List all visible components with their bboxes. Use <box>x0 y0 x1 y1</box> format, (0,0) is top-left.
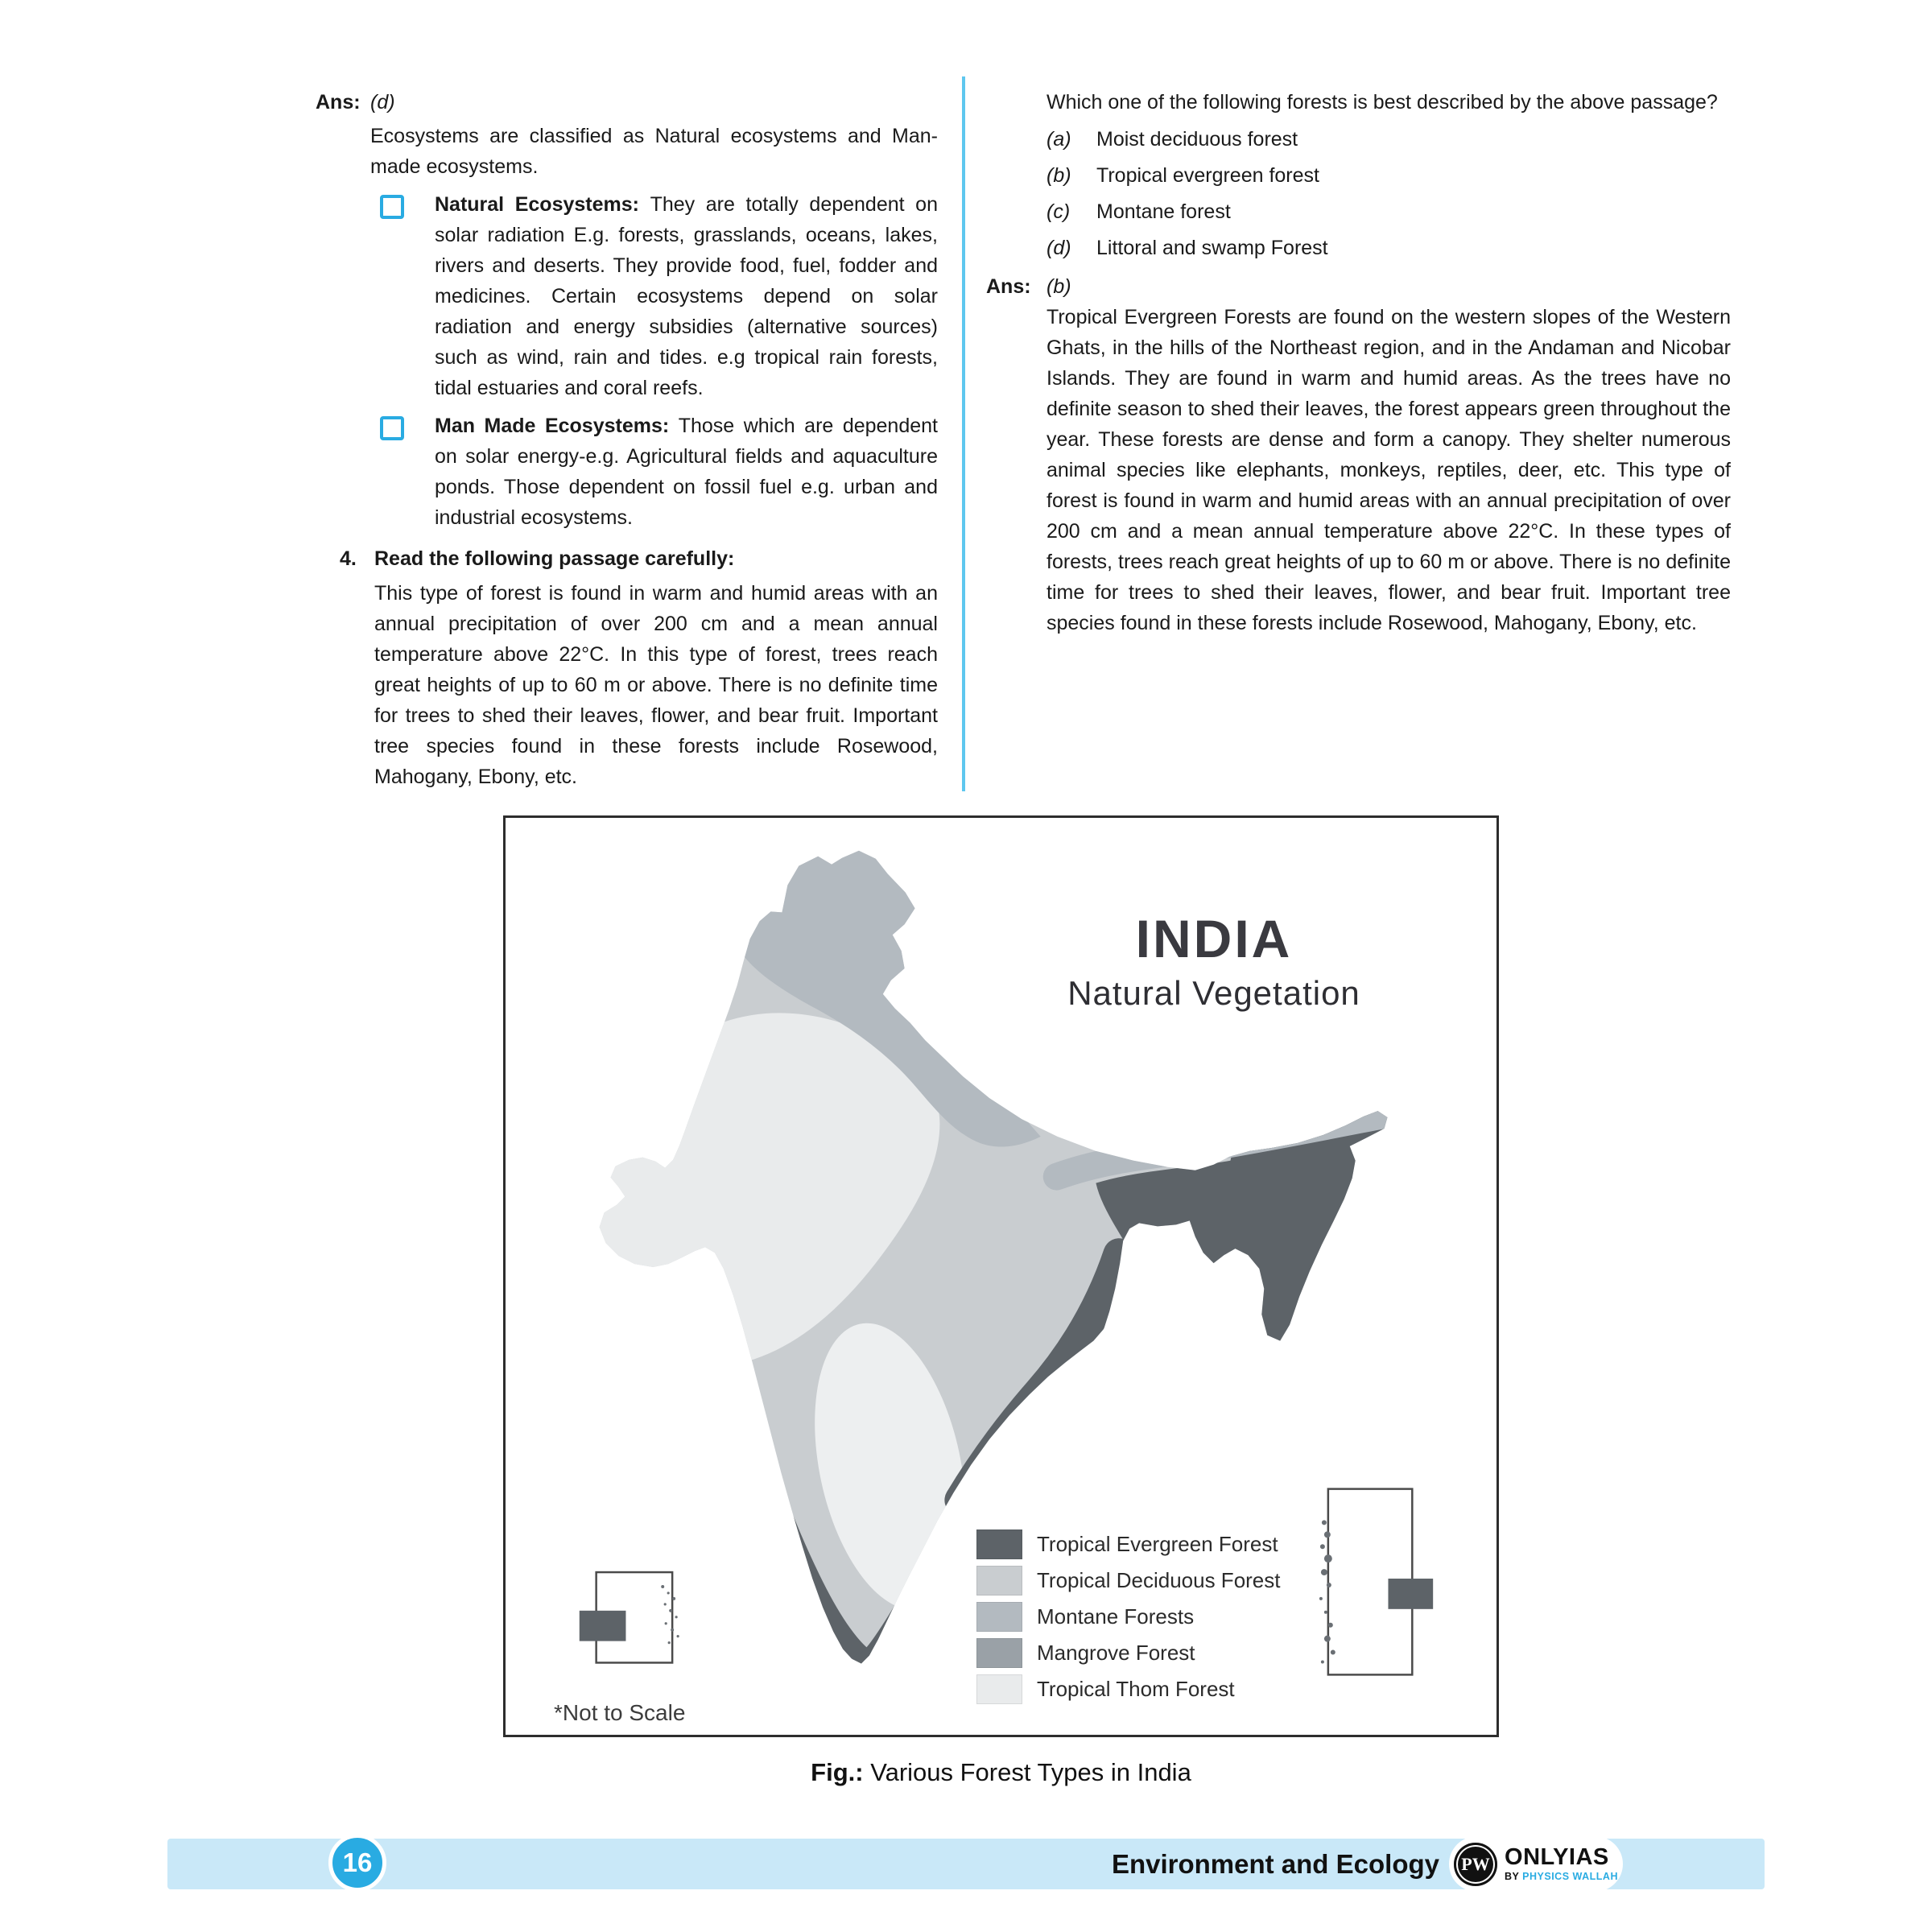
legend-label: Tropical Deciduous Forest <box>1037 1568 1281 1592</box>
bullet-item <box>370 411 938 533</box>
map-legend <box>976 1530 1281 1711</box>
page-number-badge: 16 <box>328 1834 386 1892</box>
logo-tagline-brand: PHYSICS WALLAH <box>1522 1871 1618 1883</box>
legend-label: Mangrove Forest <box>1037 1641 1195 1665</box>
answer-d-row <box>316 87 938 118</box>
legend-swatch-montane <box>976 1602 1022 1632</box>
logo-brand-text: ONLYIAS <box>1505 1844 1609 1871</box>
left-column <box>316 87 938 792</box>
map-title: INDIA <box>1135 909 1293 968</box>
option-text: Littoral and swamp Forest <box>1096 237 1328 259</box>
question-heading: Read the following passage carefully: <box>374 547 735 570</box>
legend-swatch-deciduous <box>976 1566 1022 1596</box>
option-key: (a) <box>1046 128 1071 151</box>
option-text: Montane forest <box>1096 200 1231 223</box>
answer-label: Ans: <box>986 275 1031 298</box>
logo-tagline-by: BY <box>1505 1871 1520 1883</box>
map-region-evergreen-northeast <box>1096 1100 1394 1372</box>
legend-item <box>976 1530 1281 1559</box>
inset-left <box>580 1572 679 1662</box>
bullet-square-icon <box>380 195 404 219</box>
answer-b-row <box>986 271 1731 302</box>
legend-label: Montane Forests <box>1037 1604 1195 1629</box>
option-item <box>1046 196 1731 227</box>
option-text: Tropical evergreen forest <box>1096 164 1319 187</box>
legend-item <box>976 1638 1281 1668</box>
right-column <box>986 87 1731 638</box>
scale-note: *Not to Scale <box>554 1700 686 1725</box>
inset-right <box>1319 1489 1433 1675</box>
answer-label: Ans: <box>316 91 361 114</box>
legend-item <box>976 1602 1281 1632</box>
option-key: (d) <box>1046 237 1071 259</box>
question-4-block <box>340 543 938 792</box>
option-list <box>1046 124 1731 263</box>
legend-label: Tropical Evergreen Forest <box>1037 1532 1278 1556</box>
option-item <box>1046 233 1731 263</box>
legend-item <box>976 1674 1281 1704</box>
legend-swatch-mangrove <box>976 1638 1022 1668</box>
option-key: (b) <box>1046 164 1071 187</box>
caption-text: Various Forest Types in India <box>870 1758 1191 1786</box>
legend-item <box>976 1566 1281 1596</box>
legend-label: Tropical Thom Forest <box>1037 1677 1235 1701</box>
question-number: 4. <box>340 547 357 570</box>
bullet-text: Man Made Ecosystems: Those which are dependent on solar energy-e.g. Agricultural fields and aquaculture ponds. Those dependent on fossil fuel e.g. urban and industrial ecosystems. <box>435 415 938 529</box>
map-title-block <box>1021 908 1407 1013</box>
bullet-text: Natural Ecosystems: They are totally dependent on solar radiation E.g. forests, grasslands, oceans, lakes, rivers and deserts. They provide food, fuel, fodder and medicines. Certain ecosystems depend on solar radiation and energy subsidies (alternative sources) such as wind, rain and tides. e.g tropical rain forests, tidal estuaries and coral reefs. <box>435 193 938 399</box>
footer-section-title: Environment and Ecology <box>1111 1848 1439 1879</box>
answer-value: (d) <box>370 91 395 114</box>
question-passage: This type of forest is found in warm and humid areas with an annual precipitation of over 200 cm and a mean annual temperature above 22°C. In this type of forest, trees reach great heights of up to 60 m or above. There is no definite time for trees to shed their leaves, flower, and bear fruit. Important tree species found in these forests include Rosewood, Mahogany, Ebony, etc. <box>374 582 938 788</box>
caption-label: Fig.: <box>811 1758 864 1786</box>
answer-value: (b) <box>1046 275 1071 298</box>
legend-swatch-evergreen <box>976 1530 1022 1559</box>
option-item <box>1046 160 1731 191</box>
bullet-item <box>370 189 938 403</box>
answer-explanation: Tropical Evergreen Forests are found on the western slopes of the Western Ghats, in the hills of the Northeast region, and in the Andaman and Nicobar Islands. They are found in warm and humid areas. As the trees have no definite season to shed their leaves, the forest appears green throughout the year. These forests are dense and form a canopy. They shelter numerous animal species like elephants, monkeys, reptiles, deer, etc. This type of forest is found in warm and humid areas with an annual precipitation of over 200 cm and a mean annual temperature above 22°C. In these types of forests, trees reach great heights of up to 60 m or above. There is no definite time for trees to shed their leaves, flower, and bear fruit. Important tree species found in these forests include Rosewood, Mahogany, Ebony, etc. <box>1046 306 1731 634</box>
bullet-square-icon <box>380 416 404 440</box>
intro-paragraph: Ecosystems are classified as Natural ecosystems and Man-made ecosystems. <box>370 125 938 178</box>
option-item <box>1046 124 1731 155</box>
map-region-mangrove-sundarbans <box>1126 1263 1160 1315</box>
option-text: Moist deciduous forest <box>1096 128 1298 151</box>
onlyias-logo <box>1449 1836 1623 1892</box>
bullet-list <box>370 189 938 533</box>
figure-caption <box>503 1758 1499 1787</box>
legend-swatch-thorn <box>976 1674 1022 1704</box>
option-key: (c) <box>1046 200 1071 223</box>
pw-monogram-icon: PW <box>1454 1843 1497 1886</box>
column-divider <box>962 76 965 791</box>
map-figure <box>503 815 1499 1737</box>
logo-tagline <box>1505 1872 1618 1882</box>
question-text: Which one of the following forests is best described by the above passage? <box>1046 91 1718 114</box>
map-subtitle: Natural Vegetation <box>1067 974 1360 1012</box>
